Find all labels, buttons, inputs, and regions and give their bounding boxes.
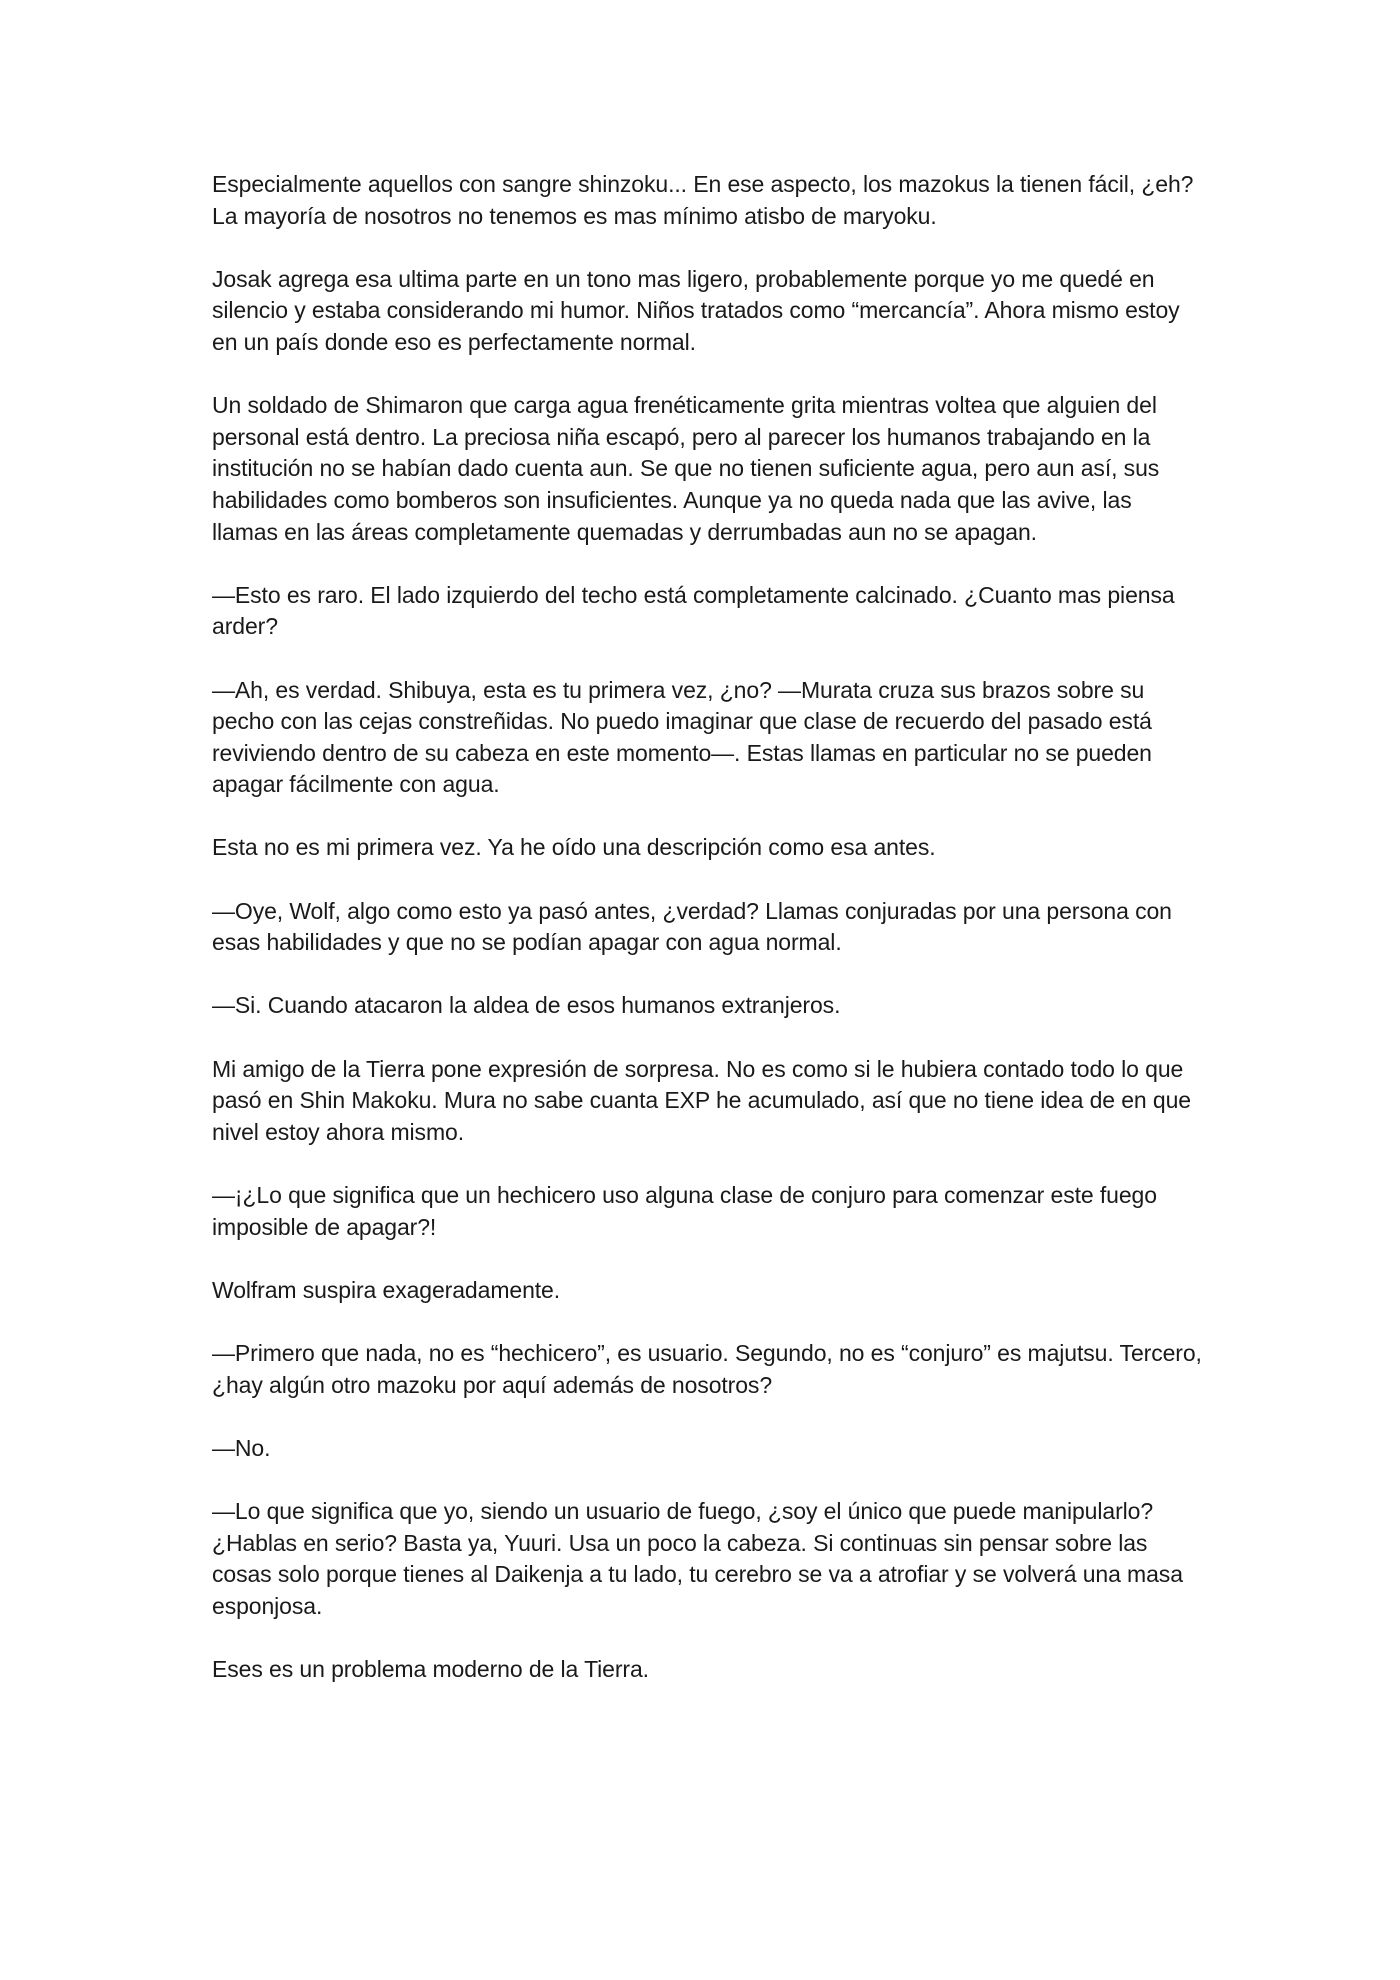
paragraph: —Primero que nada, no es “hechicero”, es usuario. Segundo, no es “conjuro” es majutsu. Tercero, ¿hay algún otro mazoku por aquí además de nosotros? xyxy=(212,1339,1202,1398)
paragraph: Especialmente aquellos con sangre shinzoku... En ese aspecto, los mazokus la tienen fácil, ¿eh? La mayoría de nosotros no tenemos es mas mínimo atisbo de maryoku. xyxy=(212,171,1194,229)
paragraph: Esta no es mi primera vez. Ya he oído una descripción como esa antes. xyxy=(212,834,936,861)
paragraph: —Esto es raro. El lado izquierdo del techo está completamente calcinado. ¿Cuanto mas piensa arder? xyxy=(212,581,1175,640)
paragraph: Josak agrega esa ultima parte en un tono mas ligero, probablemente porque yo me quedé en silencio y estaba considerando mi humor. Niños tratados como “mercancía”. Ahora mismo estoy en un país donde eso es perfectamente normal. xyxy=(212,265,1180,355)
paragraph: —Si. Cuando atacaron la aldea de esos humanos extranjeros. xyxy=(212,992,841,1019)
document-body xyxy=(212,169,1202,1717)
paragraph: Wolfram suspira exageradamente. xyxy=(212,1276,561,1303)
paragraph: Un soldado de Shimaron que carga agua frenéticamente grita mientras voltea que alguien del personal está dentro. La preciosa niña escapó, pero al parecer los humanos trabajando en la institución no se habían dado cuenta aun. Se que no tienen suficiente agua, pero aun así, sus habilidades como bomberos son insuficientes. Aunque ya no queda nada que las avive, las llamas en las áreas completamente quemadas y derrumbadas aun no se apagan. xyxy=(212,392,1160,545)
paragraph: —¡¿Lo que significa que un hechicero uso alguna clase de conjuro para comenzar este fuego imposible de apagar?! xyxy=(212,1182,1157,1240)
paragraph: —Oye, Wolf, algo como esto ya pasó antes, ¿verdad? Llamas conjuradas por una persona con esas habilidades y que no se podían apagar con agua normal. xyxy=(212,897,1172,956)
paragraph: —Lo que significa que yo, siendo un usuario de fuego, ¿soy el único que puede manipularlo? ¿Hablas en serio? Basta ya, Yuuri. Usa un poco la cabeza. Si continuas sin pensar sobre las cosas solo porque tienes al Daikenja a tu lado, tu cerebro se va a atrofiar y se volverá una masa esponjosa. xyxy=(212,1497,1183,1619)
paragraph: Mi amigo de la Tierra pone expresión de sorpresa. No es como si le hubiera contado todo lo que pasó en Shin Makoku. Mura no sabe cuanta EXP he acumulado, así que no tiene idea de en que nivel estoy ahora mismo. xyxy=(212,1055,1191,1145)
paragraph: Eses es un problema moderno de la Tierra. xyxy=(212,1655,649,1682)
paragraph: —Ah, es verdad. Shibuya, esta es tu primera vez, ¿no? —Murata cruza sus brazos sobre su pecho con las cejas constreñidas. No puedo imaginar que clase de recuerdo del pasado está reviviendo dentro de su cabeza en este momento—. Estas llamas en particular no se pueden apagar fácilmente con agua. xyxy=(212,676,1152,798)
paragraph: —No. xyxy=(212,1434,271,1461)
